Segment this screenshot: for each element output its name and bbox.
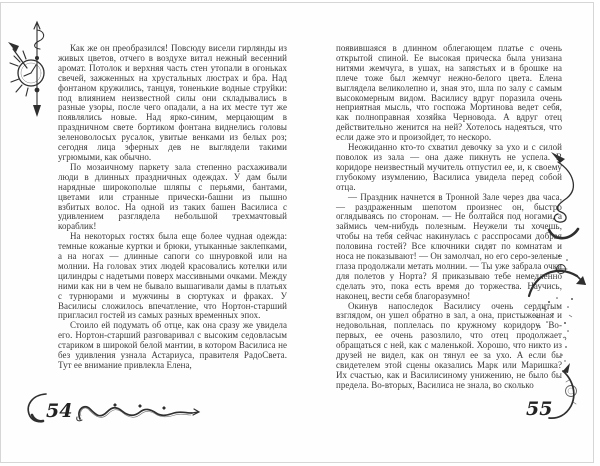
- page-number-left: 54: [46, 400, 73, 422]
- paragraph: Стоило ей подумать об отце, как она сразу же увидела его. Нортон-старший разговаривал с высоким седовласым стариком в широкой белой мантии, в котором Василиса не без удивления узнала Астариуса, правителя РадоСвета. Тут ее внимание привлекла Елена,: [58, 320, 287, 370]
- paragraph: Неожиданно кто-то схватил девочку за ухо и с силой поволок из зала — она даже пикнуть не успела. В коридоре неизвестный мучитель отпустил ее, и, к своему глубокому изумлению, Василиса увидела перед собой отца.: [336, 142, 562, 192]
- page-number-right: 55: [526, 398, 553, 420]
- clock-sun-arrow-ornament: [6, 18, 60, 120]
- left-page-text: [58, 44, 287, 371]
- corner-curl-flourish: [24, 391, 48, 427]
- wave-ribbon-flourish: [74, 400, 204, 426]
- paragraph: Как же он преобразился! Повсюду висели гирлянды из живых цветов, отчего в воздухе витал нежный весенний аромат. Потолок и верхняя часть стен утопали в огоньках свечей, зажженных на хрустальных люстрах и бра. Над фонтаном кружились, танцуя, тоненькие водные струйки: под влиянием неизвестной силы они складывались в разные узоры, после чего опадали, а на их месте тут же появлялись новые. Над ярко-синим, мерцающим в праздничном свете бортиком фонтана виднелись головы зеленоволосых русалок, увитые венками из белых роз; сегодня лица эферных дев не выглядели такими угрюмыми, как обычно.: [58, 43, 287, 162]
- paragraph: По мозаичному паркету зала степенно расхаживали люди в длинных праздничных одеждах. У дам были нарядные широкополые шляпы с перьями, бантами, цветами или странные прически-башни из пышно взбитых волос. На одной из таких башен Василиса с удивлением разглядела небольшой трехмачтовый кораблик!: [58, 161, 287, 232]
- paragraph: На некоторых гостях была еще более чудная одежда: темные кожаные куртки и брюки, утыканные заклепками, а на ногах — длинные сапоги со шнуровкой или на молнии. На головах этих людей красовались котелки или цилиндры с надетыми поверх массивными очками. Между ними как ни в чем не бывало вышагивали дамы в платьях с турнюрами и мужчины в сюртуках и фраках. У Василисы сложилось впечатление, что Нортон-старший пригласил гостей из самых разных временных эпох.: [58, 231, 287, 321]
- paragraph: Окинув напоследок Василису очень сердитым взглядом, он ушел обратно в зал, а она, пристыженная и недовольная, поплелась по кружному коридору. Во-первых, ее очень разозлило, что отец продолжает обращаться с ней, как с маленькой. Хорошо, что никто из друзей не видел, как он тянул ее за ухо. А если бы свидетелем этой сцены оказались Марк или Маришка? Их счастью, как и Василисиному унижению, не было бы предела. Во-вторых, Василиса не знала, во сколько: [336, 300, 562, 390]
- paragraph: появившаяся в длинном облегающем платье с очень открытой спиной. Ее высокая прическа была унизана нитями жемчуга, в ушах, на запястьях и в брошке на плече тоже был жемчуг нежно-белого цвета. Елена выглядела великолепно и, зная это, шла по залу с самым высокомерным видом. Василису вдруг поразила очень неприятная мысль, что госпожа Мортинова ведет себя, как полноправная хозяйка Черновода. А вдруг отец действительно женится на ней? Хотелось надеяться, что если даже это и произойдет, то нескоро.: [336, 43, 562, 143]
- paragraph: — Праздник начнется в Тронной Зале через два часа, — раздраженным шепотом произнес он, быстро оглядываясь по сторонам. — Не болтайся под ногами, а займись чем-нибудь полезным. Неужели ты хочешь, чтобы на тебя сейчас накинулась с расспросами добрая половина гостей? Все ключники сидят по комнатам и носа не показывают! — Он замолчал, но его серо-зеленые глаза продолжали метать молнии. — Ты уже забрала очки для полетов у Норта? Я приказываю тебе немедленно сделать это, пока есть время до торжества. Научись, наконец, вести себя благоразумно!: [336, 191, 563, 301]
- right-page-text: [336, 44, 562, 391]
